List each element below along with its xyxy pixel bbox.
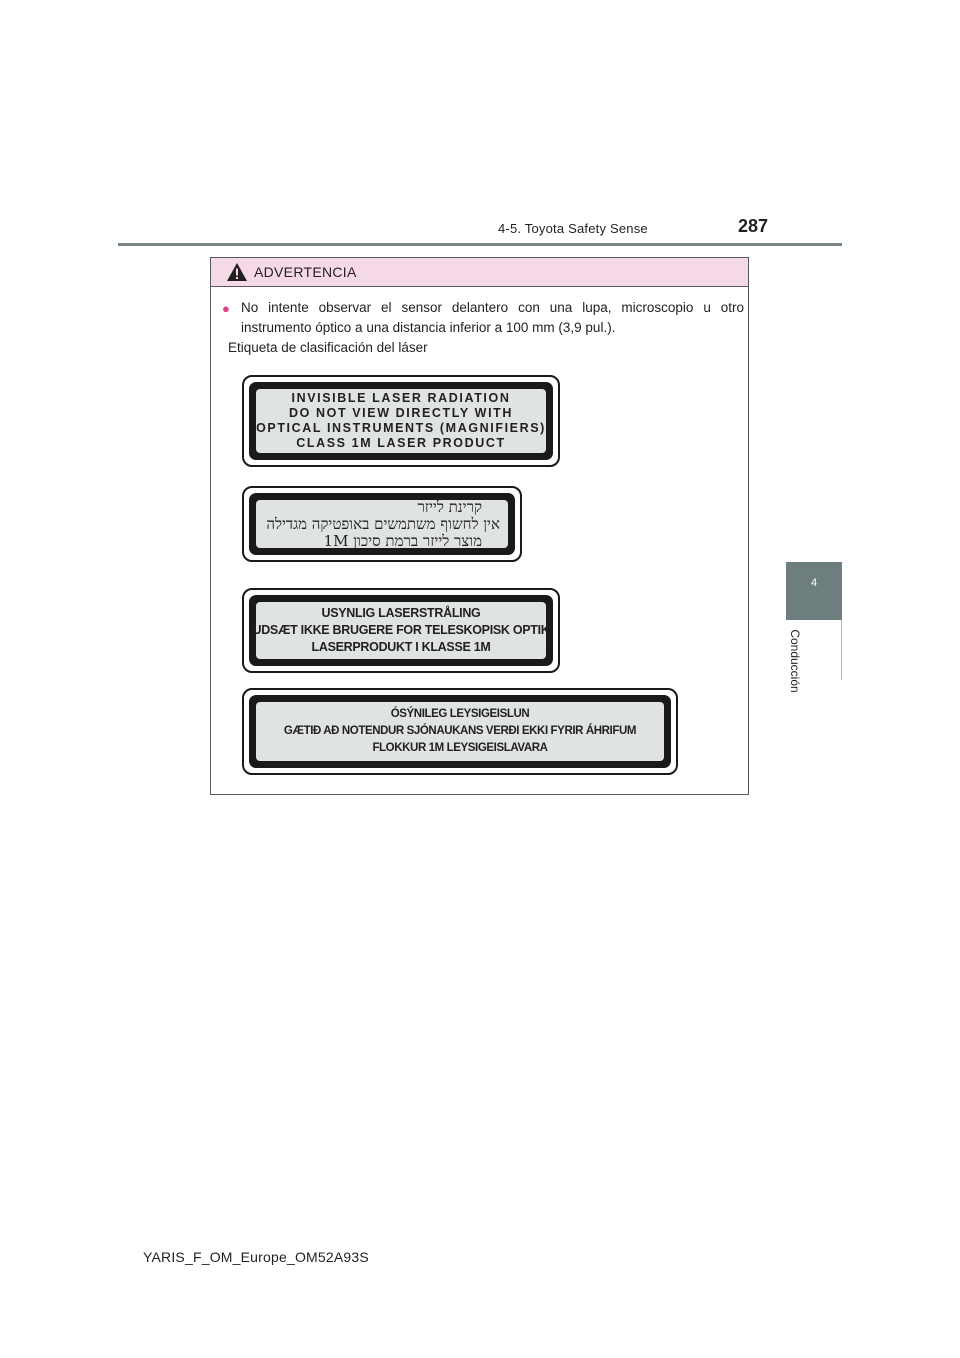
label-line: CLASS 1M LASER PRODUCT — [296, 436, 506, 450]
header-divider — [118, 243, 842, 246]
label-line: LASERPRODUKT I KLASSE 1M — [311, 640, 491, 654]
label-line: קרינת לייזר — [417, 497, 482, 516]
bullet-icon: ● — [222, 301, 230, 316]
laser-label-hebrew — [242, 486, 522, 562]
label-line: אין לחשוף משתמשים באופטיקה מגדילה — [266, 514, 500, 533]
label-line: DO NOT VIEW DIRECTLY WITH — [288, 406, 514, 420]
label-line: USYNLIG LASERSTRÅLING — [321, 606, 481, 620]
label-line: INVISIBLE LASER RADIATION — [291, 391, 511, 405]
label-line: ÓSÝNILEG LEYSIGEISLUN — [390, 708, 530, 720]
label-line: FLOKKUR 1M LEYSIGEISLAVARA — [372, 742, 548, 754]
page-number: 287 — [738, 216, 769, 236]
section-title: 4-5. Toyota Safety Sense — [498, 221, 648, 236]
warning-text: No intente observar el sensor delantero con una lupa, microscopio u otro instrumento óptico a una distancia inferior a 100 mm (3,9 pul.). — [241, 300, 744, 335]
warning-title: ADVERTENCIA — [254, 264, 357, 280]
laser-label-icelandic — [242, 688, 678, 775]
warning-triangle-icon — [226, 262, 248, 282]
label-line: OPTICAL INSTRUMENTS (MAGNIFIERS) — [256, 421, 546, 435]
laser-label-english — [242, 375, 560, 467]
label-line: UDSÆT IKKE BRUGERE FOR TELESKOPISK OPTIK — [252, 623, 550, 637]
laser-label-danish — [242, 588, 560, 673]
label-line: מוצר לייזר ברמת סיכון 1M — [323, 531, 482, 550]
chapter-number: 4 — [810, 577, 818, 589]
side-divider — [841, 620, 842, 680]
chapter-label: Conducción — [788, 629, 802, 693]
label-line: GÆTIÐ AÐ NOTENDUR SJÓNAUKANS VERÐI EKKI FYRIR ÁHRIFUM — [283, 725, 637, 737]
laser-label-caption: Etiqueta de clasificación del láser — [228, 340, 428, 355]
document-code: YARIS_F_OM_Europe_OM52A93S — [143, 1249, 369, 1265]
